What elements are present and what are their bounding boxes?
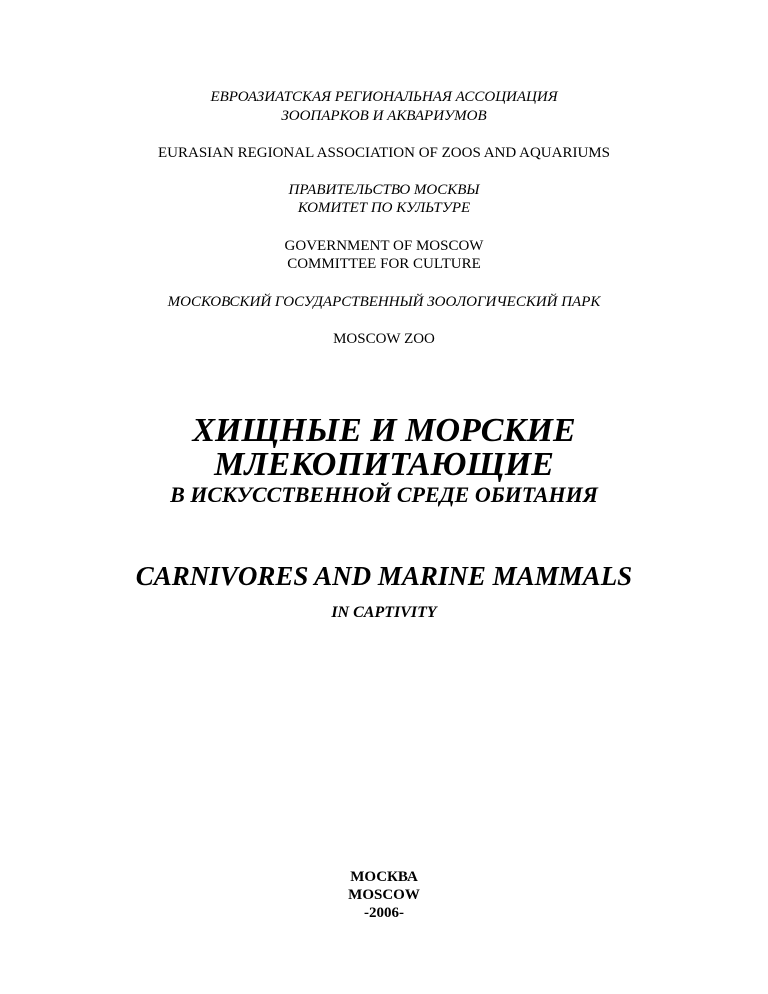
main-title-ru-line1: ХИЩНЫЕ И МОРСКИЕ (192, 412, 576, 449)
main-title-ru-line2: МЛЕКОПИТАЮЩИЕ (214, 446, 554, 483)
publication-year: -2006- (364, 905, 404, 921)
main-title-en: CARNIVORES AND MARINE MAMMALS (135, 561, 633, 591)
government-en-line2: COMMITTEE FOR CULTURE (287, 256, 481, 272)
government-ru-line1: ПРАВИТЕЛЬСТВО МОСКВЫ (288, 182, 480, 198)
org-name-ru-line2: ЗООПАРКОВ И АКВАРИУМОВ (281, 108, 487, 124)
city-ru: МОСКВА (350, 869, 418, 885)
subtitle-en: IN CAPTIVITY (331, 604, 437, 621)
subtitle-ru: В ИСКУССТВЕННОЙ СРЕДЕ ОБИТАНИЯ (170, 482, 598, 507)
government-ru-line2: КОМИТЕТ ПО КУЛЬТУРЕ (297, 200, 471, 216)
government-en-line1: GOVERNMENT OF MOSCOW (284, 238, 484, 254)
org-name-en: EURASIAN REGIONAL ASSOCIATION OF ZOOS AND AQUARIUMS (158, 145, 610, 161)
org-name-ru-line1: ЕВРОАЗИАТСКАЯ РЕГИОНАЛЬНАЯ АССОЦИАЦИЯ (210, 89, 558, 105)
zoo-name-ru: МОСКОВСКИЙ ГОСУДАРСТВЕННЫЙ ЗООЛОГИЧЕСКИЙ ПАРК (167, 294, 601, 310)
zoo-name-en: MOSCOW ZOO (333, 331, 435, 347)
city-en: MOSCOW (348, 887, 420, 903)
